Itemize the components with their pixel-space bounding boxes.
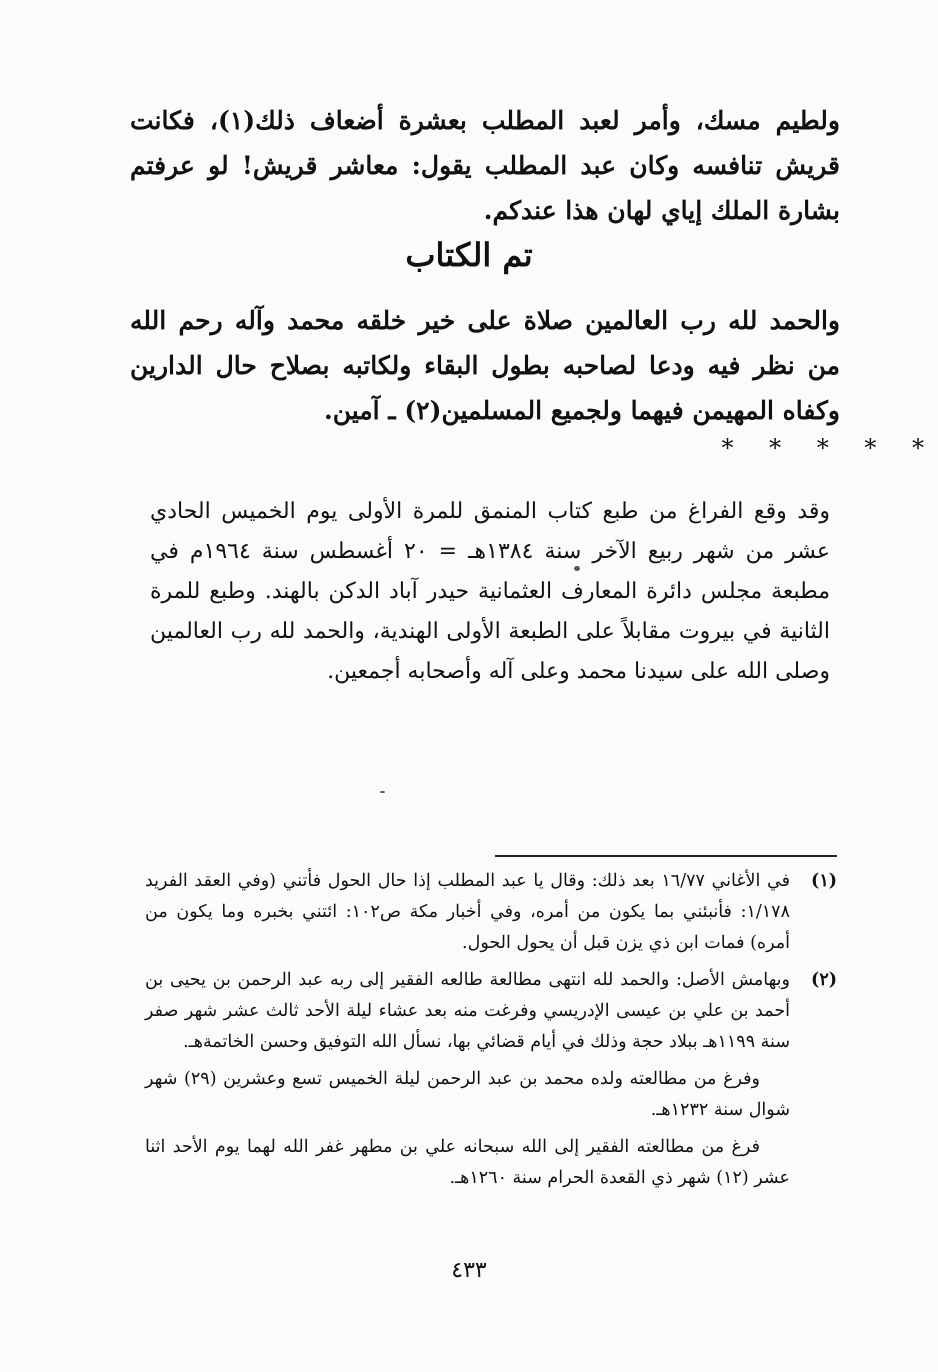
footnotes-section	[145, 866, 845, 1200]
printing-colophon: وقد وقع الفراغ من طبع كتاب المنمق للمرة الأولى يوم الخميس الحادي عشر من شهر ربيع الآخر سنة ١٣٨٤هـ = ٢٠ أغسطس سنة ١٩٦٤م في مطبعة مجلس دائرة المعارف العثمانية حيدر آباد الدكن بالهند. وطبع للمرة الثانية في بيروت مقابلاً على الطبعة الأولى الهندية، والحمد لله رب العالمين وصلى الله على سيدنا محمد وعلى آله وأصحابه أجمعين.	[150, 499, 831, 684]
page-number: ٤٣٣	[451, 1258, 487, 1283]
footnote-continuation: وفرغ من مطالعته ولده محمد بن عبد الرحمن ليلة الخميس تسع وعشرين (٢٩) شهر شوال سنة ١٢٣٢هـ.	[145, 1069, 790, 1120]
end-of-book-title: تم الكتاب	[405, 236, 533, 274]
footnote-number: (١)	[811, 871, 837, 891]
scan-speck	[574, 566, 580, 571]
scan-speck	[380, 791, 385, 793]
footnote-2	[145, 965, 845, 1194]
footnote-text: في الأغاني ١٦/٧٧ بعد ذلك: وقال يا عبد المطلب إذا حال الحول فأتني (وفي العقد الفريد ١/١٧٨: فأنبئني بما يكون من أمره، وفي أخبار مكة ص١٠٢: ائتني بخبره وما يكون من أمره) فمات ابن ذي يزن قبل أن يحول الحول.	[145, 871, 790, 953]
closing-prayer-paragraph: والحمد لله رب العالمين صلاة على خير خلقه محمد وآله رحم الله من نظر فيه ودعا لصاحبه بطول البقاء ولكاتبه بصلاح حال الدارين وكفاه المهيمن فيهما ولجميع المسلمين(٢) ـ آمين.	[130, 306, 840, 425]
footnote-text: وبهامش الأصل: والحمد لله انتهى مطالعة طالعه الفقير إلى ربه عبد الرحمن بن يحيى بن أحمد بن علي بن عيسى الإدريسي وفرغت منه بعد عشاء ليلة الأحد ثالث عشر شهر صفر سنة ١١٩٩هـ ببلاد حجة وذلك في أيام قضائي بها، نسأل الله التوفيق وحسن الخاتمةهـ.	[145, 970, 790, 1052]
main-text-paragraph: ولطيم مسك، وأمر لعبد المطلب بعشرة أضعاف ذلك(١)، فكانت قريش تنافسه وكان عبد المطلب يقول: معاشر قريش! لو عرفتم بشارة الملك إياي لهان هذا عندكم.	[130, 106, 841, 225]
footnote-number: (٢)	[811, 970, 837, 990]
footnote-1	[145, 866, 845, 959]
footnote-divider	[495, 855, 837, 857]
footnote-continuation: فرغ من مطالعته الفقير إلى الله سبحانه علي بن مطهر غفر الله لهما يوم الأحد اثنا عشر (١٢) شهر ذي القعدة الحرام سنة ١٢٦٠هـ.	[145, 1137, 790, 1188]
asterisk-separator: * * * * *	[721, 434, 938, 462]
